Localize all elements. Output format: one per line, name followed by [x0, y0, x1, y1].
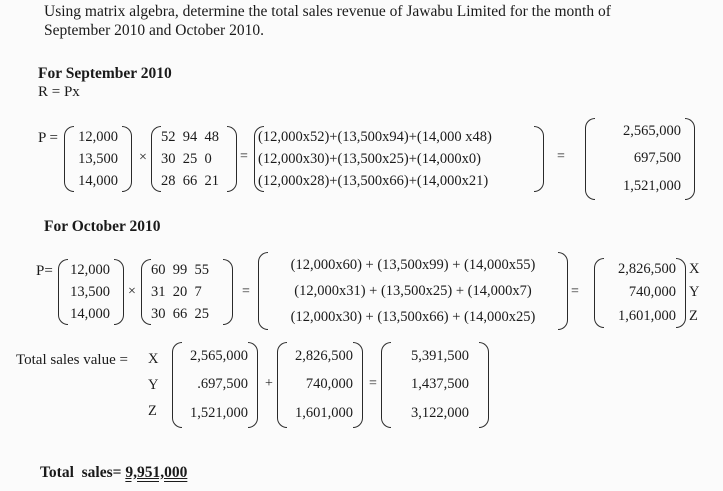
matrix-row: 28 66 21	[161, 172, 219, 189]
sept-result-matrix	[585, 118, 695, 200]
row-label: Y	[689, 284, 700, 301]
sept-quantity-matrix	[151, 126, 237, 192]
total-value-vector	[381, 342, 489, 428]
oct-result-labels	[689, 258, 709, 328]
matrix-row: 30 25 0	[161, 150, 212, 167]
equals-sign: =	[557, 149, 565, 164]
matrix-cell: .697,500	[197, 376, 248, 393]
question-line-1: Using matrix algebra, determine the total sales revenue of Jawabu Limited for the month of	[44, 3, 611, 20]
matrix-cell: 2,826,500	[618, 261, 676, 278]
oct-price-matrix	[58, 259, 124, 325]
product-row-labels	[148, 346, 168, 424]
september-heading: For September 2010	[38, 65, 172, 82]
matrix-row: 60 99 55	[151, 261, 209, 278]
matrix-row: (12,000x31) + (13,500x25) + (14,000x7)	[294, 282, 532, 299]
total-sales-line	[40, 464, 187, 482]
matrix-cell: 3,122,000	[411, 405, 469, 422]
row-label: X	[148, 350, 159, 367]
matrix-cell: 1,437,500	[411, 376, 469, 393]
total-sales-label: Total sales=	[40, 464, 126, 481]
question-text	[44, 2, 611, 40]
october-heading: For October 2010	[44, 218, 161, 235]
matrix-cell: 12,000	[70, 261, 110, 278]
matrix-cell: 13,500	[70, 283, 110, 300]
matrix-cell: 1,601,000	[618, 307, 676, 324]
row-label: Y	[148, 376, 159, 393]
matrix-row: 31 20 7	[151, 283, 202, 300]
matrix-cell: 14,000	[78, 172, 118, 189]
matrix-cell: 14,000	[70, 305, 110, 322]
matrix-row: (12,000x28)+(13,500x66)+(14,000x21)	[258, 172, 489, 189]
matrix-row: (12,000x60) + (13,500x99) + (14,000x55)	[290, 256, 536, 273]
matrix-cell: 697,500	[633, 150, 681, 167]
matrix-row: (12,000x30) + (13,500x66) + (14,000x25)	[290, 308, 536, 325]
sept-value-vector	[172, 342, 258, 428]
equals-sign: =	[369, 376, 377, 391]
matrix-cell: 5,391,500	[411, 347, 469, 364]
times-sign: ×	[139, 150, 147, 165]
matrix-row: (12,000x30)+(13,500x25)+(14,000x0)	[258, 150, 481, 167]
times-sign: ×	[128, 284, 136, 299]
matrix-row: (12,000x52)+(13,500x94)+(14,000 x48)	[258, 128, 492, 145]
question-line-2: September 2010 and October 2010.	[44, 22, 264, 39]
total-sales-value: 9,951,000	[125, 464, 188, 481]
matrix-cell: 2,565,000	[190, 347, 248, 364]
oct-expansion-matrix	[258, 252, 568, 330]
sept-expansion-matrix	[254, 126, 544, 192]
row-label: X	[689, 261, 700, 278]
oct-quantity-matrix	[141, 259, 233, 325]
matrix-cell: 2,826,500	[295, 347, 353, 364]
matrix-cell: 740,000	[628, 284, 676, 301]
matrix-cell: 12,000	[78, 128, 118, 145]
sales-formula: R = Px	[38, 84, 80, 100]
equals-sign: =	[240, 149, 248, 164]
row-label: Z	[148, 402, 157, 419]
total-value-label: Total sales value =	[16, 352, 128, 368]
oct-result-matrix	[594, 258, 686, 328]
sept-p-label: P =	[38, 130, 58, 146]
matrix-cell: 2,565,000	[623, 123, 681, 140]
equals-sign: =	[242, 284, 250, 299]
oct-value-vector	[277, 342, 363, 428]
equals-sign: =	[571, 284, 579, 299]
plus-sign: +	[265, 376, 273, 391]
matrix-cell: 1,521,000	[190, 405, 248, 422]
matrix-cell: 13,500	[78, 150, 118, 167]
sept-price-matrix	[64, 126, 132, 192]
matrix-cell: 1,601,000	[295, 405, 353, 422]
matrix-row: 30 66 25	[151, 305, 209, 322]
matrix-row: 52 94 48	[161, 128, 219, 145]
matrix-cell: 1,521,000	[623, 177, 681, 194]
oct-p-label: P=	[36, 263, 53, 279]
matrix-cell: 740,000	[305, 376, 353, 393]
row-label: Z	[689, 307, 698, 324]
